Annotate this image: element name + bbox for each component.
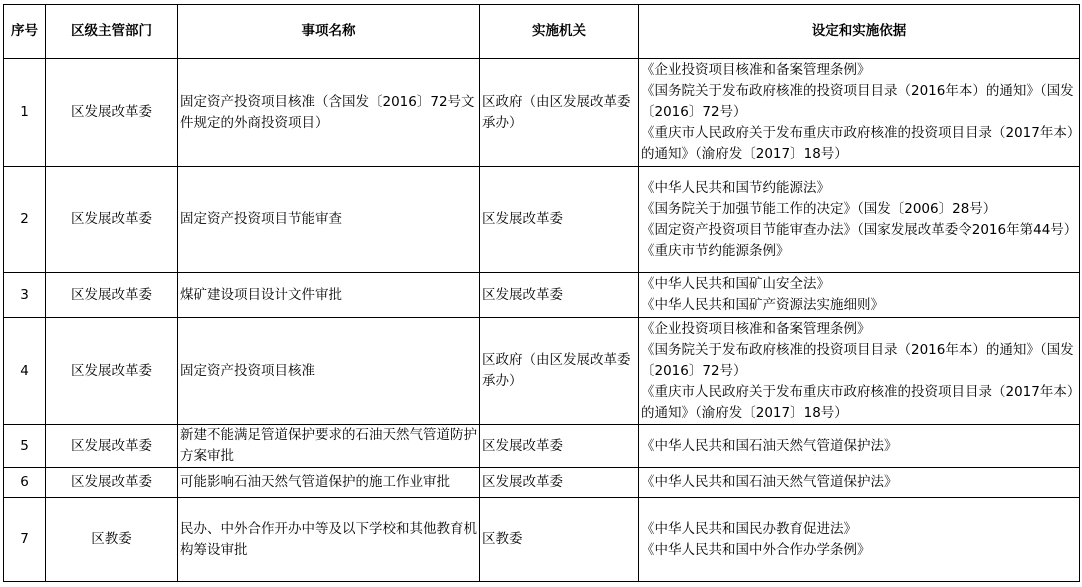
row-item-name: 固定资产投资项目节能审查	[178, 167, 480, 273]
basis-line: 《重庆市人民政府关于发布重庆市政府核准的投资项目目录（2017年本）的通知》（渝府发〔2017〕18号）	[641, 383, 1074, 421]
row-basis	[639, 273, 1080, 318]
table-row	[4, 498, 1080, 582]
row-seq: 1	[4, 59, 46, 167]
basis-line: 《中华人民共和国节约能源法》	[641, 179, 830, 196]
basis-line: 《中华人民共和国石油天然气管道保护法》	[641, 437, 898, 454]
basis-line: 《重庆市人民政府关于发布重庆市政府核准的投资项目目录（2017年本）的通知》（渝府发〔2017〕18号）	[641, 125, 1074, 162]
row-basis	[639, 425, 1080, 468]
row-basis	[639, 167, 1080, 273]
row-item-name: 固定资产投资项目核准（含国发〔2016〕72号文件规定的外商投资项目）	[178, 59, 480, 167]
row-basis	[639, 59, 1080, 167]
row-item-name: 民办、中外合作开办中等及以下学校和其他教育机构筹设审批	[178, 498, 480, 582]
row-department: 区发展改革委	[46, 468, 178, 498]
row-department: 区教委	[46, 498, 178, 582]
basis-line: 《国务院关于加强节能工作的决定》（国发〔2006〕28号）	[641, 200, 997, 217]
row-department: 区发展改革委	[46, 425, 178, 468]
table-row	[4, 167, 1080, 273]
header-basis: 设定和实施依据	[639, 5, 1080, 59]
header-seq: 序号	[4, 5, 46, 59]
row-seq: 7	[4, 498, 46, 582]
basis-line: 《中华人民共和国民办教育促进法》	[641, 520, 857, 537]
basis-line: 《固定资产投资项目节能审查办法》（国家发展改革委令2016年第44号）	[641, 221, 1078, 238]
table-row	[4, 425, 1080, 468]
row-basis	[639, 318, 1080, 425]
basis-line: 《国务院关于发布政府核准的投资项目目录（2016年本）的通知》（国发〔2016〕72号）	[641, 83, 1074, 120]
row-seq: 6	[4, 468, 46, 498]
table-row	[4, 468, 1080, 498]
row-agency: 区发展改革委	[480, 273, 639, 318]
table-row	[4, 59, 1080, 167]
header-item-name: 事项名称	[178, 5, 480, 59]
row-agency: 区政府（由区发展改革委承办）	[480, 59, 639, 167]
row-item-name: 可能影响石油天然气管道保护的施工作业审批	[178, 468, 480, 498]
basis-line: 《企业投资项目核准和备案管理条例》	[641, 62, 871, 78]
basis-line: 《国务院关于发布政府核准的投资项目目录（2016年本）的通知》（国发〔2016〕72号）	[641, 341, 1074, 379]
row-seq: 2	[4, 167, 46, 273]
row-department: 区发展改革委	[46, 167, 178, 273]
basis-line: 《企业投资项目核准和备案管理条例》	[641, 320, 871, 337]
row-item-name: 固定资产投资项目核准	[178, 318, 480, 425]
row-agency: 区发展改革委	[480, 167, 639, 273]
row-department: 区发展改革委	[46, 59, 178, 167]
row-item-name: 煤矿建设项目设计文件审批	[178, 273, 480, 318]
header-agency: 实施机关	[480, 5, 639, 59]
approval-items-table	[3, 4, 1080, 582]
row-item-name: 新建不能满足管道保护要求的石油天然气管道防护方案审批	[178, 425, 480, 468]
basis-line: 《中华人民共和国矿山安全法》	[641, 276, 830, 292]
header-department: 区级主管部门	[46, 5, 178, 59]
table-header-row	[4, 5, 1080, 59]
row-seq: 5	[4, 425, 46, 468]
row-agency: 区发展改革委	[480, 468, 639, 498]
row-agency: 区发展改革委	[480, 425, 639, 468]
table-row	[4, 273, 1080, 318]
table-row	[4, 318, 1080, 425]
basis-line: 《中华人民共和国中外合作办学条例》	[641, 541, 871, 558]
basis-line: 《中华人民共和国石油天然气管道保护法》	[641, 474, 898, 490]
row-department: 区发展改革委	[46, 273, 178, 318]
table-body	[4, 59, 1080, 582]
row-department: 区发展改革委	[46, 318, 178, 425]
basis-line: 《中华人民共和国矿产资源法实施细则》	[641, 297, 884, 313]
row-basis	[639, 468, 1080, 498]
row-basis	[639, 498, 1080, 582]
basis-line: 《重庆市节约能源条例》	[641, 242, 790, 259]
row-seq: 4	[4, 318, 46, 425]
row-seq: 3	[4, 273, 46, 318]
row-agency: 区教委	[480, 498, 639, 582]
row-agency: 区政府（由区发展改革委承办）	[480, 318, 639, 425]
